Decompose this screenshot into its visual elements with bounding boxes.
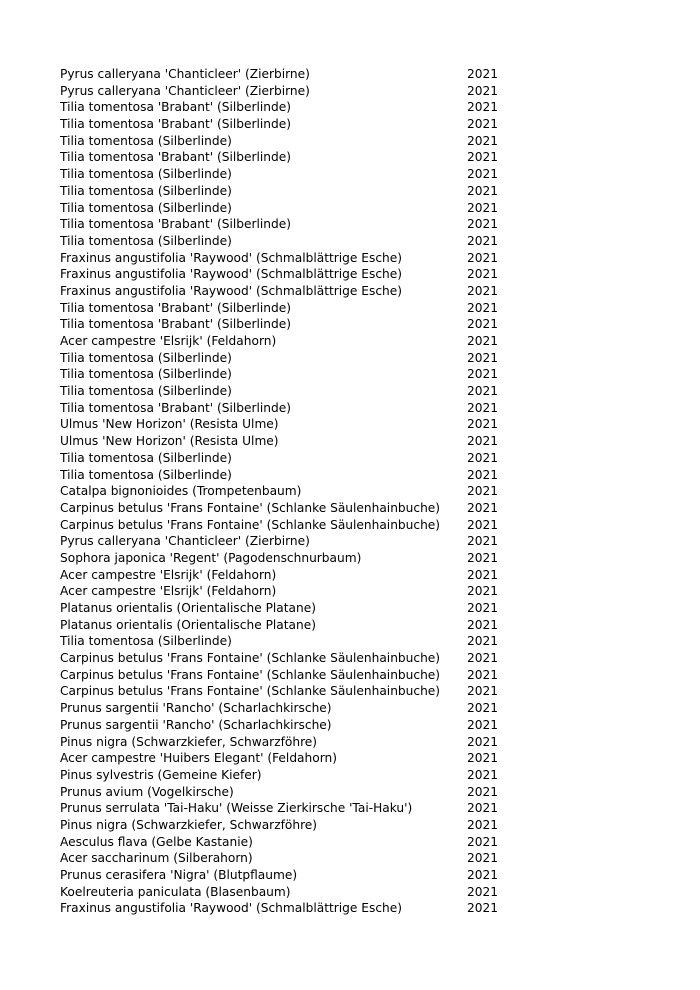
tree-species-name: Prunus sargentii 'Rancho' (Scharlachkirsche) bbox=[60, 701, 332, 716]
tree-species-name: Prunus sargentii 'Rancho' (Scharlachkirsche) bbox=[60, 717, 332, 732]
tree-species-name: Carpinus betulus 'Frans Fontaine' (Schlanke Säulenhainbuche) bbox=[60, 667, 441, 682]
list-item bbox=[60, 400, 500, 417]
tree-species-name: Tilia tomentosa (Silberlinde) bbox=[60, 450, 232, 465]
tree-species-name: Carpinus betulus 'Frans Fontaine' (Schlanke Säulenhainbuche) bbox=[60, 684, 441, 699]
planting-year: 2021 bbox=[467, 868, 499, 882]
tree-species-name: Tilia tomentosa (Silberlinde) bbox=[60, 467, 232, 482]
list-item bbox=[60, 350, 500, 367]
list-item bbox=[60, 683, 500, 700]
list-item bbox=[60, 483, 500, 500]
tree-species-name: Tilia tomentosa (Silberlinde) bbox=[60, 167, 232, 182]
tree-species-name: Acer campestre 'Elsrijk' (Feldahorn) bbox=[60, 567, 277, 582]
planting-year: 2021 bbox=[467, 484, 499, 499]
list-item bbox=[60, 133, 500, 150]
planting-year: 2021 bbox=[467, 500, 499, 515]
tree-species-name: Pyrus calleryana 'Chanticleer' (Zierbirne) bbox=[60, 67, 310, 81]
planting-year: 2021 bbox=[467, 150, 499, 165]
tree-species-name: Acer saccharinum (Silberahorn) bbox=[60, 851, 253, 866]
planting-year: 2021 bbox=[467, 183, 499, 198]
list-item bbox=[60, 149, 500, 166]
tree-species-name: Fraxinus angustifolia 'Raywood' (Schmalblättrige Esche) bbox=[60, 250, 402, 265]
list-item bbox=[60, 200, 500, 217]
planting-year: 2021 bbox=[467, 283, 499, 298]
planting-year: 2021 bbox=[467, 801, 499, 816]
tree-species-name: Tilia tomentosa 'Brabant' (Silberlinde) bbox=[60, 400, 291, 415]
planting-year: 2021 bbox=[467, 667, 499, 682]
list-item bbox=[60, 834, 500, 851]
tree-species-name: Tilia tomentosa 'Brabant' (Silberlinde) bbox=[60, 217, 291, 232]
tree-species-name: Carpinus betulus 'Frans Fontaine' (Schlanke Säulenhainbuche) bbox=[60, 500, 441, 515]
list-item bbox=[60, 650, 500, 667]
tree-species-name: Fraxinus angustifolia 'Raywood' (Schmalblättrige Esche) bbox=[60, 267, 402, 282]
list-item bbox=[60, 583, 500, 600]
planting-year: 2021 bbox=[467, 267, 499, 282]
tree-species-name: Prunus serrulata 'Tai-Haku' (Weisse Zierkirsche 'Tai-Haku') bbox=[60, 801, 413, 816]
planting-year: 2021 bbox=[467, 434, 499, 449]
tree-species-name: Fraxinus angustifolia 'Raywood' (Schmalblättrige Esche) bbox=[60, 901, 402, 916]
list-item bbox=[60, 517, 500, 534]
planting-year: 2021 bbox=[467, 567, 499, 582]
list-item bbox=[60, 600, 500, 617]
list-item bbox=[60, 166, 500, 183]
planting-year: 2021 bbox=[467, 384, 499, 399]
planting-year: 2021 bbox=[467, 133, 499, 148]
planting-year: 2021 bbox=[467, 550, 499, 565]
list-item bbox=[60, 383, 500, 400]
tree-species-name: Pyrus calleryana 'Chanticleer' (Zierbirne) bbox=[60, 83, 310, 98]
list-item bbox=[60, 116, 500, 133]
tree-species-name: Koelreuteria paniculata (Blasenbaum) bbox=[60, 884, 291, 899]
planting-year: 2021 bbox=[467, 250, 499, 265]
list-item bbox=[60, 183, 500, 200]
list-item bbox=[60, 250, 500, 267]
tree-species-name: Pyrus calleryana 'Chanticleer' (Zierbirne) bbox=[60, 534, 310, 549]
tree-species-name: Fraxinus angustifolia 'Raywood' (Schmalblättrige Esche) bbox=[60, 283, 402, 298]
tree-species-name: Tilia tomentosa (Silberlinde) bbox=[60, 634, 232, 649]
list-item bbox=[60, 617, 500, 634]
list-item bbox=[60, 800, 500, 817]
list-item bbox=[60, 316, 500, 333]
planting-year: 2021 bbox=[467, 851, 499, 866]
tree-species-name: Pinus nigra (Schwarzkiefer, Schwarzföhre) bbox=[60, 734, 318, 749]
list-item bbox=[60, 884, 500, 901]
planting-year: 2021 bbox=[467, 884, 499, 899]
planting-year: 2021 bbox=[467, 100, 499, 115]
list-item bbox=[60, 667, 500, 684]
list-item bbox=[60, 283, 500, 300]
list-item bbox=[60, 767, 500, 784]
tree-species-name: Tilia tomentosa 'Brabant' (Silberlinde) bbox=[60, 317, 291, 332]
planting-year: 2021 bbox=[467, 651, 499, 666]
planting-year: 2021 bbox=[467, 834, 499, 849]
tree-species-name: Tilia tomentosa (Silberlinde) bbox=[60, 133, 232, 148]
planting-year: 2021 bbox=[467, 784, 499, 799]
list-item bbox=[60, 500, 500, 517]
planting-year: 2021 bbox=[467, 300, 499, 315]
planting-year: 2021 bbox=[467, 367, 499, 382]
tree-species-name: Ulmus 'New Horizon' (Resista Ulme) bbox=[60, 434, 279, 449]
planting-year: 2021 bbox=[467, 217, 499, 232]
planting-year: 2021 bbox=[467, 450, 499, 465]
planting-year: 2021 bbox=[467, 717, 499, 732]
tree-species-name: Acer campestre 'Huibers Elegant' (Feldahorn) bbox=[60, 751, 337, 766]
list-item bbox=[60, 300, 500, 317]
tree-species-name: Tilia tomentosa (Silberlinde) bbox=[60, 384, 232, 399]
list-item bbox=[60, 416, 500, 433]
tree-species-name: Tilia tomentosa (Silberlinde) bbox=[60, 233, 232, 248]
planting-year: 2021 bbox=[467, 400, 499, 415]
tree-species-name: Carpinus betulus 'Frans Fontaine' (Schlanke Säulenhainbuche) bbox=[60, 517, 441, 532]
tree-species-name: Tilia tomentosa 'Brabant' (Silberlinde) bbox=[60, 117, 291, 132]
tree-species-name: Tilia tomentosa (Silberlinde) bbox=[60, 200, 232, 215]
planting-year: 2021 bbox=[467, 817, 499, 832]
list-item bbox=[60, 784, 500, 801]
tree-species-name: Tilia tomentosa 'Brabant' (Silberlinde) bbox=[60, 300, 291, 315]
planting-year: 2021 bbox=[467, 334, 499, 348]
list-item bbox=[60, 467, 500, 484]
tree-species-name: Platanus orientalis (Orientalische Platane) bbox=[60, 617, 317, 632]
tree-species-name: Tilia tomentosa (Silberlinde) bbox=[60, 367, 232, 382]
list-item bbox=[60, 333, 500, 350]
tree-species-name: Acer campestre 'Elsrijk' (Feldahorn) bbox=[60, 334, 277, 348]
planting-year: 2021 bbox=[467, 767, 499, 782]
planting-year: 2021 bbox=[467, 601, 499, 615]
tree-species-name: Prunus avium (Vogelkirsche) bbox=[60, 784, 234, 799]
tree-species-name: Aesculus flava (Gelbe Kastanie) bbox=[60, 834, 253, 849]
tree-species-name: Catalpa bignonioides (Trompetenbaum) bbox=[60, 484, 302, 499]
list-item bbox=[60, 817, 500, 834]
list-item bbox=[60, 900, 500, 917]
tree-species-name: Pinus nigra (Schwarzkiefer, Schwarzföhre) bbox=[60, 817, 318, 832]
planting-year: 2021 bbox=[467, 233, 499, 248]
tree-species-name: Platanus orientalis (Orientalische Platane) bbox=[60, 601, 317, 615]
planting-year: 2021 bbox=[467, 417, 499, 432]
list-item bbox=[60, 216, 500, 233]
planting-year: 2021 bbox=[467, 701, 499, 716]
list-item bbox=[60, 550, 500, 567]
planting-year: 2021 bbox=[467, 167, 499, 182]
list-item bbox=[60, 83, 500, 100]
list-item bbox=[60, 717, 500, 734]
tree-species-name: Tilia tomentosa 'Brabant' (Silberlinde) bbox=[60, 150, 291, 165]
tree-species-name: Carpinus betulus 'Frans Fontaine' (Schlanke Säulenhainbuche) bbox=[60, 651, 441, 666]
planting-year: 2021 bbox=[467, 350, 499, 365]
list-item bbox=[60, 433, 500, 450]
list-item bbox=[60, 450, 500, 467]
list-item bbox=[60, 99, 500, 116]
planting-year: 2021 bbox=[467, 584, 499, 599]
list-item bbox=[60, 750, 500, 767]
planting-year: 2021 bbox=[467, 67, 499, 81]
planting-year: 2021 bbox=[467, 534, 499, 549]
planting-year: 2021 bbox=[467, 117, 499, 132]
list-item bbox=[60, 66, 500, 83]
planting-year: 2021 bbox=[467, 734, 499, 749]
list-item bbox=[60, 533, 500, 550]
list-item bbox=[60, 700, 500, 717]
tree-species-name: Tilia tomentosa 'Brabant' (Silberlinde) bbox=[60, 100, 291, 115]
tree-species-name: Sophora japonica 'Regent' (Pagodenschnurbaum) bbox=[60, 550, 362, 565]
tree-species-name: Prunus cerasifera 'Nigra' (Blutpflaume) bbox=[60, 868, 298, 882]
list-item bbox=[60, 734, 500, 751]
planting-year: 2021 bbox=[467, 617, 499, 632]
list-item bbox=[60, 233, 500, 250]
list-item bbox=[60, 567, 500, 584]
list-item bbox=[60, 266, 500, 283]
planting-year: 2021 bbox=[467, 634, 499, 649]
planting-year: 2021 bbox=[467, 901, 499, 916]
planting-year: 2021 bbox=[467, 684, 499, 699]
list-item bbox=[60, 366, 500, 383]
list-item bbox=[60, 633, 500, 650]
planting-year: 2021 bbox=[467, 467, 499, 482]
list-item bbox=[60, 850, 500, 867]
planting-year: 2021 bbox=[467, 317, 499, 332]
tree-species-name: Tilia tomentosa (Silberlinde) bbox=[60, 183, 232, 198]
planting-year: 2021 bbox=[467, 517, 499, 532]
planting-year: 2021 bbox=[467, 83, 499, 98]
tree-species-name: Tilia tomentosa (Silberlinde) bbox=[60, 350, 232, 365]
tree-species-name: Acer campestre 'Elsrijk' (Feldahorn) bbox=[60, 584, 277, 599]
planting-year: 2021 bbox=[467, 751, 499, 766]
tree-species-name: Pinus sylvestris (Gemeine Kiefer) bbox=[60, 767, 262, 782]
tree-species-name: Ulmus 'New Horizon' (Resista Ulme) bbox=[60, 417, 279, 432]
planting-year: 2021 bbox=[467, 200, 499, 215]
tree-list bbox=[60, 66, 500, 917]
list-item bbox=[60, 867, 500, 884]
